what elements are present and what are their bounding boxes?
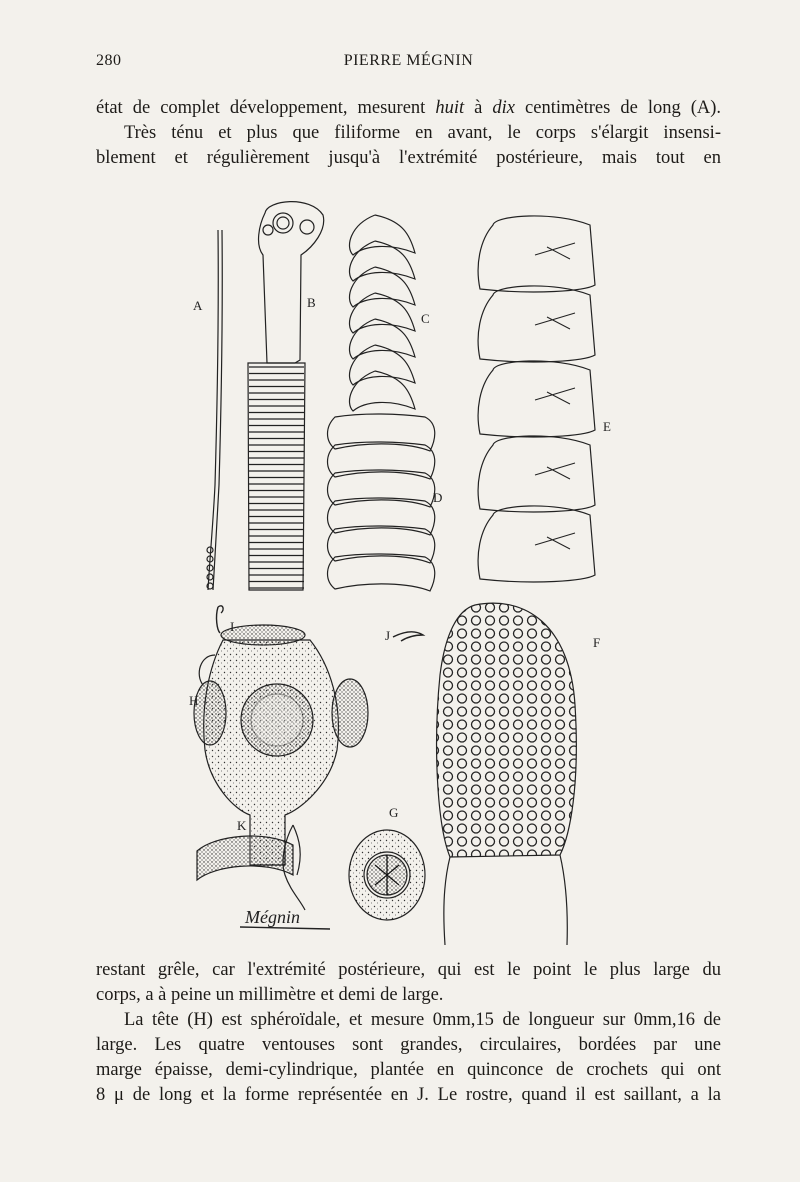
figure-k-margin (197, 825, 305, 910)
artist-signature: Mégnin (245, 907, 300, 927)
figure-i-hook (217, 606, 224, 633)
figure-g-egg (349, 830, 425, 920)
running-head (96, 52, 721, 76)
text-line: La tête (H) est sphéroïdale, et mesure 0mm,15 de longueur sur 0mm,16 de (124, 1010, 721, 1030)
figure-j-hook (393, 632, 423, 641)
text-line: blement et régulièrement jusqu'à l'extrémité postérieure, mais tout en (96, 148, 721, 168)
bottom-paragraph (96, 958, 721, 1108)
label-i: I (230, 619, 235, 634)
figure-plate (175, 185, 635, 945)
text-line: 8 μ de long et la forme représentée en J. Le rostre, quand il est saillant, a la (96, 1085, 721, 1105)
figure-h-scolex (194, 625, 368, 865)
text-line: état de complet développement, mesurent huit à dix centimètres de long (A). (96, 98, 722, 118)
label-c: C (421, 311, 430, 326)
label-h: H (189, 693, 199, 708)
label-d: D (433, 490, 443, 505)
figure-f-ripe-segment (437, 603, 577, 945)
figure-a-worm (207, 230, 222, 590)
text-line: corps, a à peine un millimètre et demi de large. (96, 985, 444, 1005)
label-a: A (193, 298, 203, 313)
author-name: PIERRE MÉGNIN (343, 52, 474, 69)
figure-e-segments (478, 216, 595, 582)
text-line: Très ténu et plus que filiforme en avant, le corps s'élargit insensi- (124, 123, 721, 143)
figure-d-segments (328, 414, 435, 591)
label-g: G (389, 805, 399, 820)
top-paragraph (96, 96, 721, 171)
label-b: B (307, 295, 316, 310)
figure-b-segments (249, 367, 304, 588)
text-line: large. Les quatre ventouses sont grandes, circulaires, bordées par une (96, 1035, 721, 1055)
figure-c-proglottids (349, 215, 415, 411)
label-e: E (603, 419, 611, 434)
text-line: restant grêle, car l'extrémité postérieure, qui est le point le plus large du (96, 960, 721, 980)
label-j: J (385, 628, 391, 643)
page-number: 280 (96, 52, 122, 69)
label-f: F (593, 635, 601, 650)
label-k: K (237, 818, 247, 833)
figure-b-scolex (248, 202, 324, 590)
text-line: marge épaisse, demi-cylindrique, plantée en quinconce de crochets qui ont (96, 1060, 721, 1080)
